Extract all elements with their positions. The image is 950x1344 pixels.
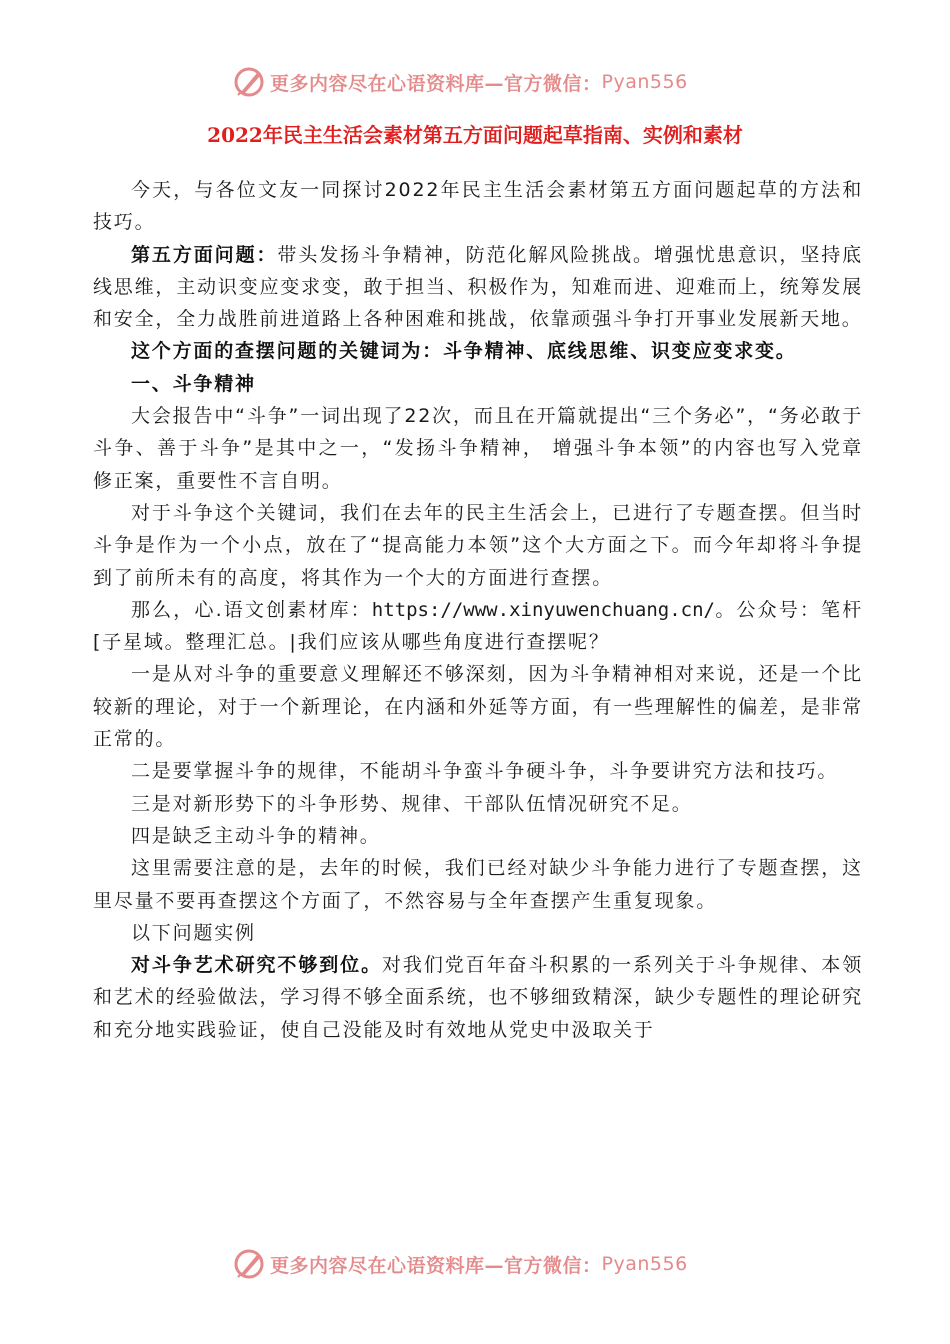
paragraph-point-four: 四是缺乏主动斗争的精神。 [131, 824, 381, 847]
watermark-text: 更多内容尽在心语资料库—官方微信： [270, 1254, 602, 1277]
document-title: 2022年民主生活会素材第五方面问题起草指南、实例和素材 [207, 123, 743, 147]
fifth-aspect-label: 第五方面问题： [131, 243, 278, 266]
angles-lead: 那么，心.语文创素材库： [131, 598, 372, 621]
paragraph-example-one [93, 949, 863, 1046]
paragraph-report: 大会报告中“斗争”一词出现了22次，而且在开篇就提出“三个务必”，“务必敢于斗争、善于斗争”是其中之一，“发扬斗争精神， 增强斗争本领”的内容也写入党章修正案，重要性不言自明。 [93, 405, 863, 492]
source-url: https://www.xinyuwenchuang.cn/ [371, 598, 715, 621]
paragraph-keywords: 这个方面的查摆问题的关键词为：斗争精神、底线思维、识变应变求变。 [131, 340, 797, 363]
header-watermark [232, 62, 688, 102]
section-heading: 一、斗争精神 [131, 372, 256, 395]
watermark-text: 更多内容尽在心语资料库—官方微信： [270, 72, 602, 95]
quill-logo-icon [232, 1247, 266, 1281]
fifth-aspect-text: 带头发扬斗争精神，防范化解风险挑战。增强忧患意识，坚持底线思维，主动识变应变求变，敢于担当、积极作为，知难而进、迎难而上，统筹发展和安全，全力战胜前进道路上各种困难和挑战，依靠顽强斗争打开事业发展新天地。 [93, 243, 863, 331]
watermark-id: Pyan556 [601, 1253, 688, 1275]
paragraph-examples: 以下问题实例 [131, 921, 256, 944]
paragraph-point-two: 二是要掌握斗争的规律，不能胡斗争蛮斗争硬斗争，斗争要讲究方法和技巧。 [131, 760, 839, 783]
watermark-id: Pyan556 [601, 71, 688, 93]
paragraph-fifth-aspect [93, 239, 863, 336]
paragraph-last-year: 对于斗争这个关键词，我们在去年的民主生活会上，已进行了专题查摆。但当时斗争是作为一个小点，放在了“提高能力本领”这个大方面之下。而今年却将斗争提到了前所未有的高度，将其作为一个大的方面进行查摆。 [93, 501, 863, 589]
example-one-text: 对我们党百年奋斗积累的一系列关于斗争规律、本领和艺术的经验做法，学习得不够全面系统，也不够细致精深，缺少专题性的理论研究和充分地实践验证，使自己没能及时有效地从党史中汲取关于 [93, 954, 863, 1041]
angles-tail: 。公众号：笔杆[子星域。整理汇总。|我们应该从哪些角度进行查摆呢？ [93, 598, 863, 654]
paragraph-point-one: 一是从对斗争的重要意义理解还不够深刻，因为斗争精神相对来说，还是一个比较新的理论，对于一个新理论，在内涵和外延等方面，有一些理解性的偏差，是非常正常的。 [93, 663, 863, 751]
paragraph-note: 这里需要注意的是，去年的时候，我们已经对缺少斗争能力进行了专题查摆，这里尽量不要再查摆这个方面了，不然容易与全年查摆产生重复现象。 [93, 857, 863, 912]
footer-watermark [232, 1244, 688, 1284]
paragraph-point-three: 三是对新形势下的斗争形势、规律、干部队伍情况研究不足。 [131, 792, 693, 815]
document-body [93, 174, 863, 1046]
quill-logo-icon [232, 65, 266, 99]
paragraph-intro: 今天，与各位文友一同探讨2022年民主生活会素材第五方面问题起草的方法和技巧。 [93, 179, 863, 234]
paragraph-angles [93, 594, 863, 659]
example-one-label: 对斗争艺术研究不够到位。 [131, 954, 383, 977]
